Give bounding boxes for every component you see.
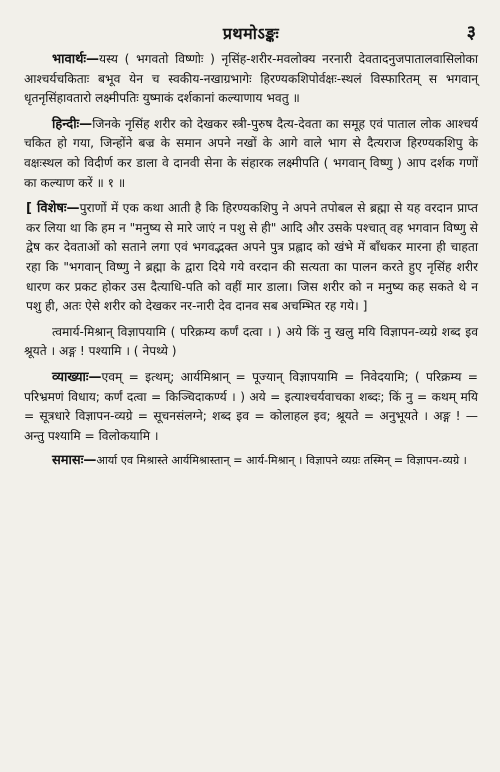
vyakhya-label: व्याख्याः—	[52, 369, 102, 385]
samas-text: आर्या एव मिश्रास्ते आर्यमिश्रास्तान् = आर्य-मिश्रान् । विज्ञापने व्यग्रः तस्मिन् = विज्ञापन-व्यग्रे ।	[96, 454, 467, 468]
samas-label: समासः—	[52, 453, 97, 469]
vyakhya-paragraph	[24, 368, 478, 446]
vishesh-paragraph	[24, 199, 478, 317]
samas-paragraph	[24, 452, 478, 470]
vishesh-label: [ विशेषः—	[26, 201, 80, 217]
page-title: प्रथमोऽङ्कः	[222, 24, 280, 43]
bhavarth-text: यस्य ( भगवतो विष्णोः ) नृसिंह-शरीर-मवलोक्य नरनारी देवतादनुजपातालवासिलोका आश्चर्यचकिताः बभूव येन च स्वकीय-नखाग्रभागेः हिरण्यकशिपोर्वक्षः-स्थलं विस्फारितम् स भगवान् धृतनृसिंहावतारो लक्ष्मीपतिः युष्माकं दर्शकानां कल्याणाय भवतु ॥	[24, 52, 478, 106]
vishesh-text: पुराणों में एक कथा आती है कि हिरण्यकशिपु ने अपने तपोबल से ब्रह्मा से यह वरदान प्राप्त कर लिया था कि हम न "मनुष्य से मारे जाएं न पशु से ही" आदि और उसके पश्चात् वह भगवान विष्णु से द्वेष कर देवताओं को सताने लगा एवं भगवद्भक्त अपने पुत्र प्रह्लाद को खंभे में बाँधकर मारना ही चाहता रहा कि "भगवान् विष्णु ने ब्रह्मा के द्वारा दिये गये वरदान की सत्यता का पालन करते हुए नृसिंह शरीर धारण कर प्रकट होकर उस दैत्याधि-पति को वहीं मार डाला। जिस शरीर को न मनुष्य कह सकते थे न पशु ही, अतः ऐसे शरीर को देखकर नर-नारी देव दानव सब अचम्भित रह गये। ]	[26, 201, 478, 314]
verse-text: त्वमार्य-मिश्रान् विज्ञापयामि ( परिक्रम्य कर्णं दत्वा । ) अये किं नु खलु मयि विज्ञापन-व्यग्रे शब्द इव श्रूयते । अङ्ग ! पश्यामि । ( नेपथ्ये )	[24, 324, 478, 359]
hindi-text: जिनके नृसिंह शरीर को देखकर स्त्री-पुरुष दैत्य-देवता का समूह एवं पाताल लोक आश्चर्य चकित हो गया, जिन्होंने बज्र के समान अपने नखों के आगे वाले भाग से दैत्यराज हिरण्यकशिपु के वक्षःस्थल को विदीर्ण कर डाला वे दानवी सेना के संहारक लक्ष्मीपति ( भगवान् विष्णु ) आप दर्शक गणों का कल्याण करें ॥ १ ॥	[24, 116, 478, 190]
vyakhya-text: एवम् = इत्थम्; आर्यमिश्रान् = पूज्यान् विज्ञापयामि = निवेदयामि; ( परिक्रम्य = परिभ्रमणं विधाय; कर्णं दत्वा = किञ्चिदाकर्ण्य । ) अये = इत्याश्चर्यवाचका शब्दः; किं नु = कथम् मयि = सूत्रधारे विज्ञापन-व्यग्रे = सूचनसंलग्ने; शब्द इव = कोलाहल इव; श्रूयते = अनुभूयते । अङ्ग ! — अन्तु पश्यामि = विलोकयामि ।	[24, 369, 478, 443]
page-number: ३	[466, 22, 476, 43]
hindi-paragraph	[24, 115, 478, 193]
hindi-label: हिन्दीः—	[52, 116, 93, 132]
bhavarth-label: भावार्थः—	[52, 52, 100, 67]
verse-paragraph	[24, 323, 478, 362]
bhavarth-paragraph	[24, 50, 478, 109]
page-header	[24, 14, 478, 44]
